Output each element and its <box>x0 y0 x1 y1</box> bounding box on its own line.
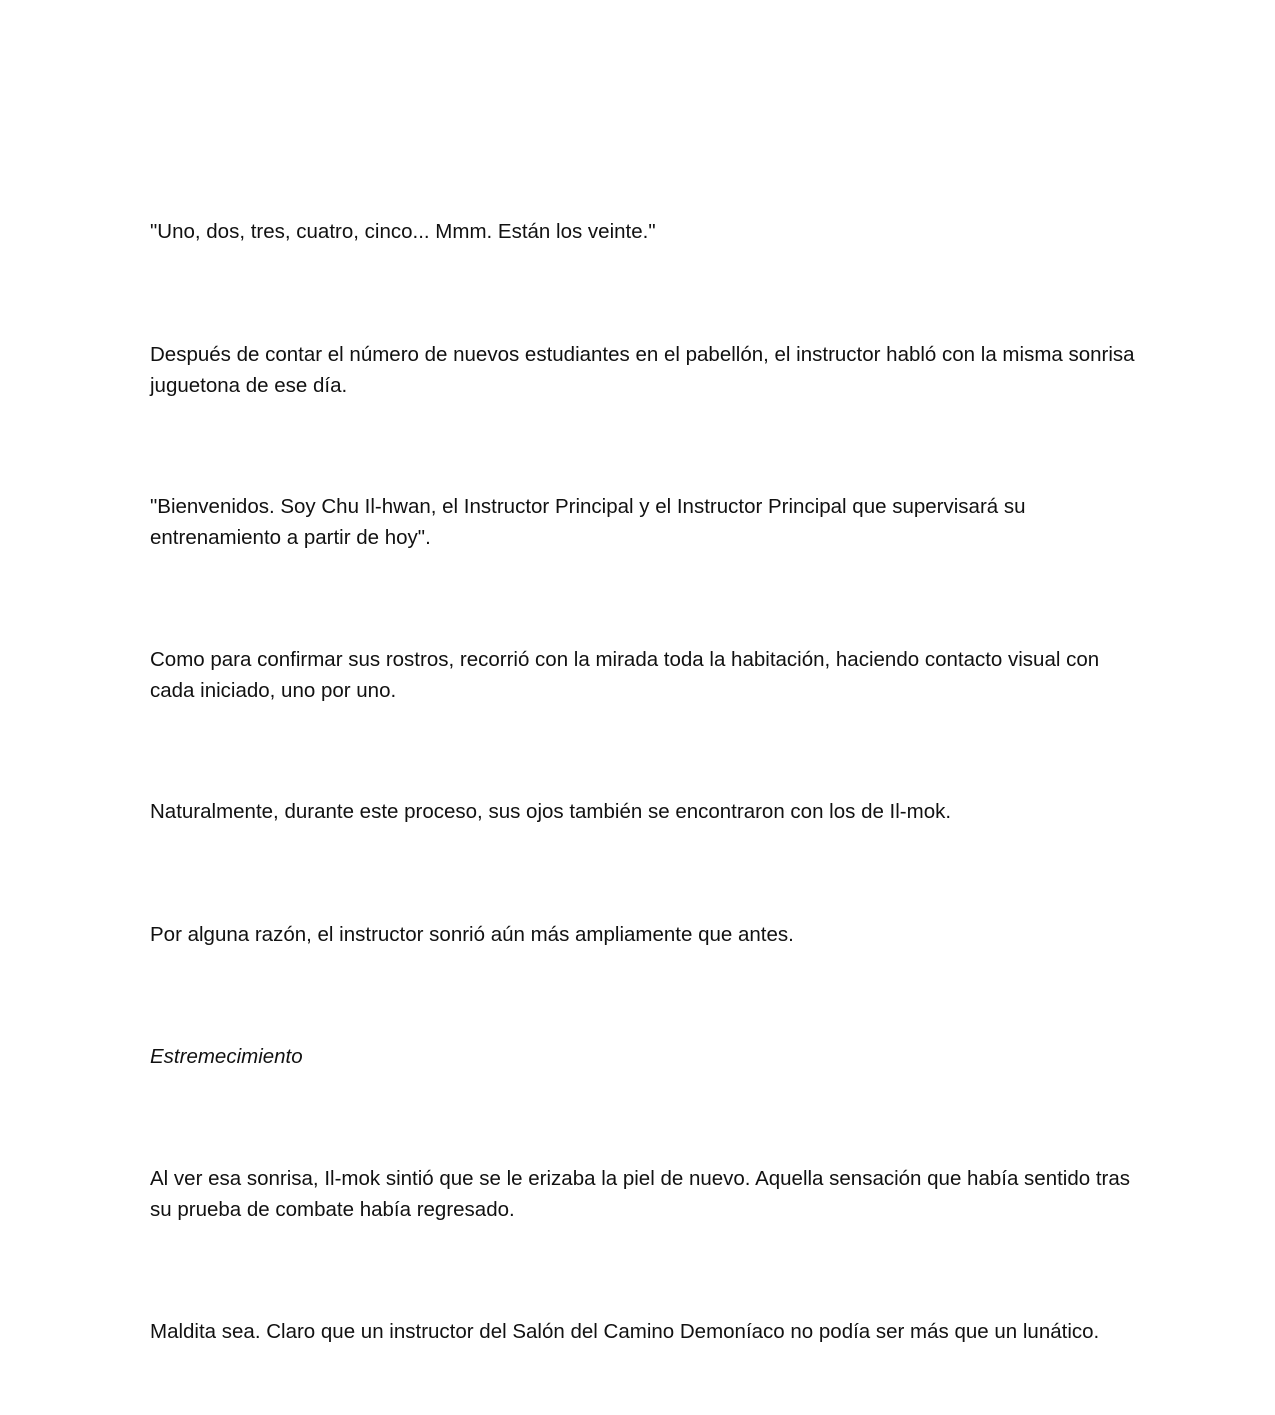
paragraph-welcome: "Bienvenidos. Soy Chu Il-hwan, el Instructor Principal y el Instructor Principal que supervisará su entrenamiento a partir de hoy". <box>150 495 1026 549</box>
paragraph-eyes-met: Naturalmente, durante este proceso, sus ojos también se encontraron con los de Il-mok. <box>150 800 952 823</box>
paragraph-instructor-spoke: Después de contar el número de nuevos estudiantes en el pabellón, el instructor habló con la misma sonrisa juguetona de ese día. <box>150 343 1135 397</box>
paragraph-counting: "Uno, dos, tres, cuatro, cinco... Mmm. Están los veinte." <box>150 220 656 243</box>
paragraph-goosebumps: Al ver esa sonrisa, Il-mok sintió que se le erizaba la piel de nuevo. Aquella sensación que había sentido tras su prueba de combate había regresado. <box>150 1167 1131 1221</box>
paragraph-shudder: Estremecimiento <box>150 1045 303 1068</box>
paragraph-smile-wider: Por alguna razón, el instructor sonrió aún más ampliamente que antes. <box>150 923 794 946</box>
paragraph-lunatic: Maldita sea. Claro que un instructor del Salón del Camino Demoníaco no podía ser más que un lunático. <box>150 1320 1100 1343</box>
paragraph-eye-contact: Como para confirmar sus rostros, recorrió con la mirada toda la habitación, haciendo contacto visual con cada iniciado, uno por uno. <box>150 648 1100 702</box>
